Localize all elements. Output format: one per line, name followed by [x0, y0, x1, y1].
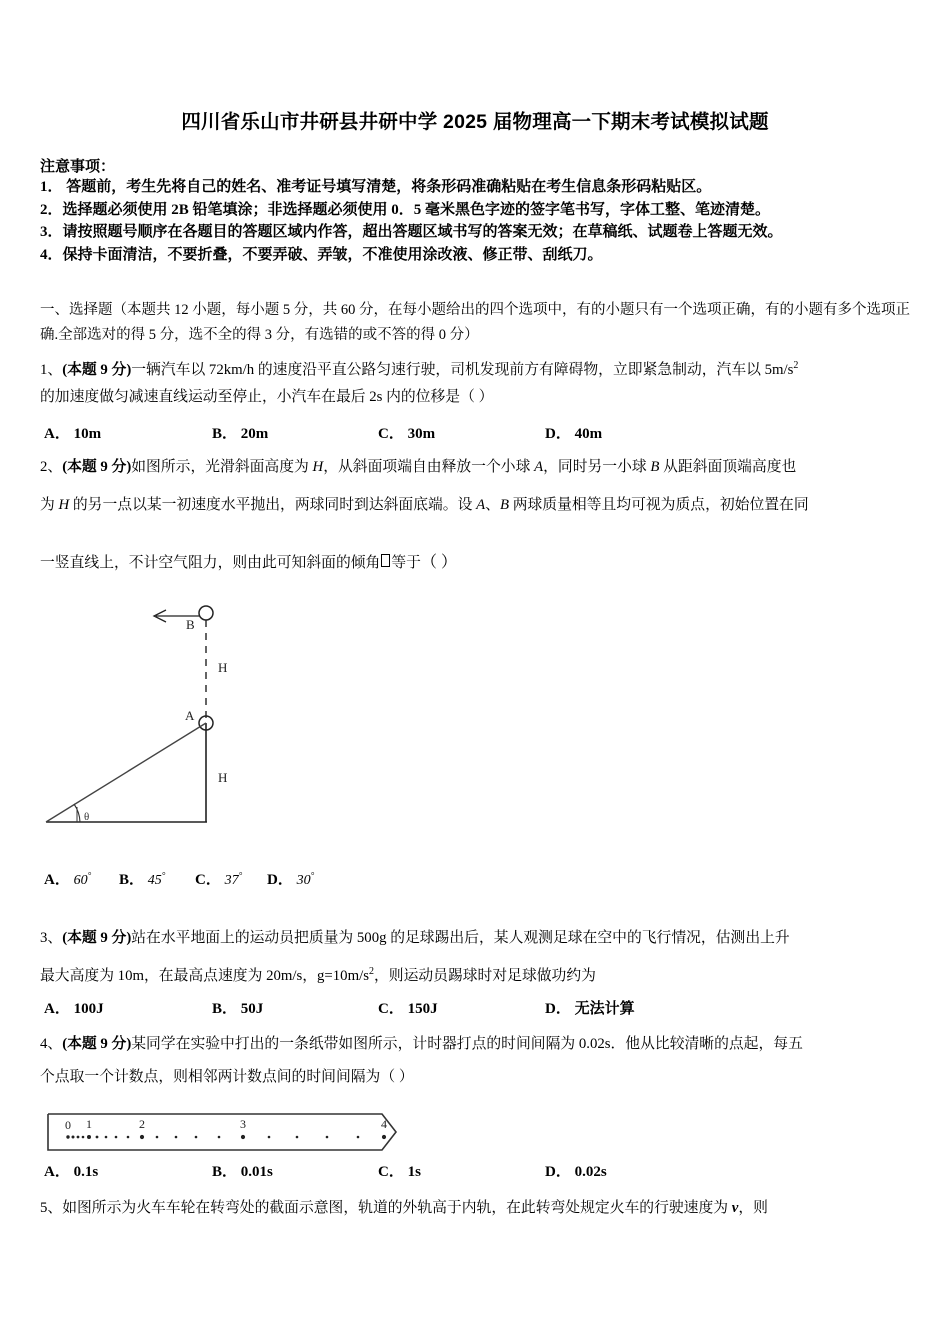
- label-ball-b: B: [186, 617, 195, 632]
- var-H: H: [58, 497, 70, 513]
- question-2-l2c: 两球质量相等且均可视为质点，初始位置在同: [509, 497, 809, 513]
- missing-glyph-icon: [381, 554, 390, 567]
- tape-tick-label: 3: [240, 1117, 246, 1131]
- section-heading: 一、选择题（本题共 12 小题，每小题 5 分，共 60 分，在每小题给出的四个选项中，有的小题只有一个选项正确，有的小题有多个选项正确.全部选对的得 5 分，选不全的得 3 分，有选错的或不答的得 0 分）: [40, 302, 910, 343]
- question-2-l1b: ，从斜面项端自由释放一个小球: [323, 459, 535, 475]
- question-3-marks: (本题 9 分): [62, 930, 132, 946]
- notice-heading: 注意事项：: [40, 159, 116, 175]
- label-ball-a: A: [185, 708, 195, 723]
- question-2-answer-blank[interactable]: （ ）: [420, 554, 457, 571]
- question-4-line2-text: 个点取一个计数点，则相邻两计数点间的时间间隔为（ ）: [40, 1069, 414, 1085]
- triangle-hypotenuse: [46, 723, 206, 822]
- question-3: [40, 926, 930, 951]
- paper-tape-svg: [44, 1110, 414, 1158]
- question-1-exponent: 2: [793, 360, 799, 371]
- label-height-upper: H: [218, 660, 228, 675]
- option-c-angle: 37°: [224, 870, 243, 888]
- question-1-line2-text: 的加速度做匀减速直线运动至停止，小汽车在最后 2s 内的位移是（ ）: [40, 389, 494, 405]
- question-2-number: 2、: [40, 459, 63, 475]
- option-c[interactable]: C． 1s: [378, 1164, 421, 1180]
- question-5: [40, 1196, 935, 1221]
- option-b[interactable]: B． 0.01s: [212, 1164, 273, 1180]
- question-2-l1a: 如图所示，光滑斜面高度为: [131, 459, 313, 475]
- question-1: [40, 353, 925, 383]
- question-3-number: 3、: [40, 930, 63, 946]
- option-d[interactable]: D． 30°: [267, 870, 315, 888]
- tape-tick-label: 1: [86, 1117, 92, 1131]
- option-d-angle: 30°: [296, 870, 315, 888]
- question-2-line3: [40, 550, 930, 576]
- question-2-options: [40, 868, 925, 894]
- question-4-marks: (本题 9 分): [62, 1036, 132, 1052]
- inclined-plane-figure: [40, 592, 340, 842]
- notice-item: 3．请按照题号顺序在各题目的答题区域内作答，超出答题区域书写的答案无效；在草稿纸、试题卷上答题无效。: [40, 224, 783, 240]
- tape-outline: [48, 1114, 396, 1150]
- label-height-lower: H: [218, 770, 228, 785]
- option-b[interactable]: B． 20m: [212, 426, 269, 442]
- option-c[interactable]: C． 30m: [378, 426, 436, 442]
- option-a[interactable]: A． 100J: [44, 1001, 104, 1017]
- option-a-angle: 60°: [73, 870, 92, 888]
- question-2-l3a: 一竖直线上，不计空气阻力，则由此可知斜面的倾角: [40, 555, 381, 571]
- option-d[interactable]: D． 40m: [545, 426, 603, 442]
- notice-item: 2．选择题必须使用 2B 铅笔填涂；非选择题必须使用 0．5 毫米黑色字迹的签字笔书写，字体工整、笔迹清楚。: [40, 201, 771, 218]
- question-3-options: [40, 997, 925, 1021]
- option-d[interactable]: D． 0.02s: [545, 1164, 607, 1180]
- question-2-l2b: 的另一点以某一初速度水平抛出，两球同时到达斜面底端。设: [69, 497, 477, 513]
- option-c[interactable]: C． 150J: [378, 1001, 438, 1017]
- notice-list: [40, 176, 920, 266]
- page-title: 四川省乐山市井研县井研中学 2025 届物理高一下期末考试模拟试题: [181, 111, 769, 133]
- tape-tick-labels: [65, 1117, 387, 1132]
- question-1-line1: 一辆汽车以 72km/h 的速度沿平直公路匀速行驶，司机发现前方有障碍物，立即紧急制动，汽车以 5m/s: [131, 361, 794, 378]
- timer-dots: [66, 1135, 386, 1139]
- question-2-line2: [40, 493, 930, 518]
- question-2: [40, 455, 930, 480]
- question-1-marks: (本题 9 分): [62, 361, 132, 378]
- question-5-number: 5、: [40, 1200, 63, 1216]
- notice-item: 1． 答题前，考生先将自己的姓名、准考证号填写清楚，将条形码准确粘贴在考生信息条形码粘贴区。: [40, 179, 712, 195]
- question-1-line2: [40, 385, 925, 410]
- question-4: [40, 1032, 935, 1057]
- question-3-l2b: ，则运动员踢球时对足球做功约为: [373, 967, 596, 984]
- option-a[interactable]: A． 60°: [44, 870, 92, 888]
- question-2-sep: 、: [485, 497, 500, 513]
- option-b-angle: 45°: [147, 870, 166, 888]
- question-2-l1c: ，同时另一小球: [543, 459, 651, 475]
- var-H: H: [312, 459, 324, 475]
- inclined-plane-svg: [40, 592, 340, 842]
- paper-tape-figure: [44, 1110, 414, 1158]
- notice-item: 4．保持卡面清洁，不要折叠，不要弄破、弄皱，不准使用涂改液、修正带、刮纸刀。: [40, 246, 603, 263]
- question-4-line1: 某同学在实验中打出的一条纸带如图所示，计时器打点的时间间隔为 0.02s．他从比较清晰的点起，每五: [131, 1036, 803, 1052]
- var-B: B: [650, 459, 660, 475]
- option-c[interactable]: C． 37°: [195, 870, 243, 888]
- option-a[interactable]: A． 0.1s: [44, 1164, 99, 1180]
- label-angle-theta: θ: [84, 811, 90, 823]
- var-B: B: [499, 497, 510, 513]
- question-2-l3b: 等于: [391, 555, 421, 571]
- question-2-marks: (本题 9 分): [62, 459, 132, 475]
- option-b[interactable]: B． 45°: [119, 870, 166, 888]
- question-4-options: [40, 1160, 925, 1184]
- question-3-line2: [40, 959, 930, 989]
- option-b[interactable]: B． 50J: [212, 1001, 264, 1017]
- question-4-number: 4、: [40, 1036, 63, 1052]
- var-v: v: [731, 1200, 739, 1216]
- var-A: A: [476, 497, 486, 513]
- option-a[interactable]: A． 10m: [44, 426, 102, 442]
- tape-tick-label: 2: [139, 1117, 145, 1131]
- question-2-l1d: 从距斜面顶端高度也: [659, 459, 797, 475]
- question-5-line1b: ，则: [738, 1200, 768, 1216]
- tape-tick-label: 0: [65, 1118, 71, 1132]
- question-1-number: 1、: [40, 361, 63, 378]
- tape-tick-label: 4: [381, 1117, 387, 1131]
- var-A: A: [534, 459, 544, 475]
- question-3-exponent: 2: [368, 966, 374, 977]
- question-3-line1: 站在水平地面上的运动员把质量为 500g 的足球踢出后，某人观测足球在空中的飞行情况，估测出上升: [131, 930, 790, 946]
- question-5-line1a: 如图所示为火车车轮在转弯处的截面示意图，轨道的外轨高于内轨，在此转弯处规定火车的行驶速度为: [62, 1200, 732, 1216]
- option-d[interactable]: D． 无法计算: [545, 1001, 635, 1017]
- question-1-options: [40, 422, 925, 446]
- question-2-l2a: 为: [40, 497, 59, 513]
- question-3-l2a: 最大高度为 10m，在最高点速度为 20m/s，g=10m/s: [40, 967, 369, 984]
- ball-b-icon: [199, 606, 213, 620]
- question-4-line2: [40, 1065, 930, 1090]
